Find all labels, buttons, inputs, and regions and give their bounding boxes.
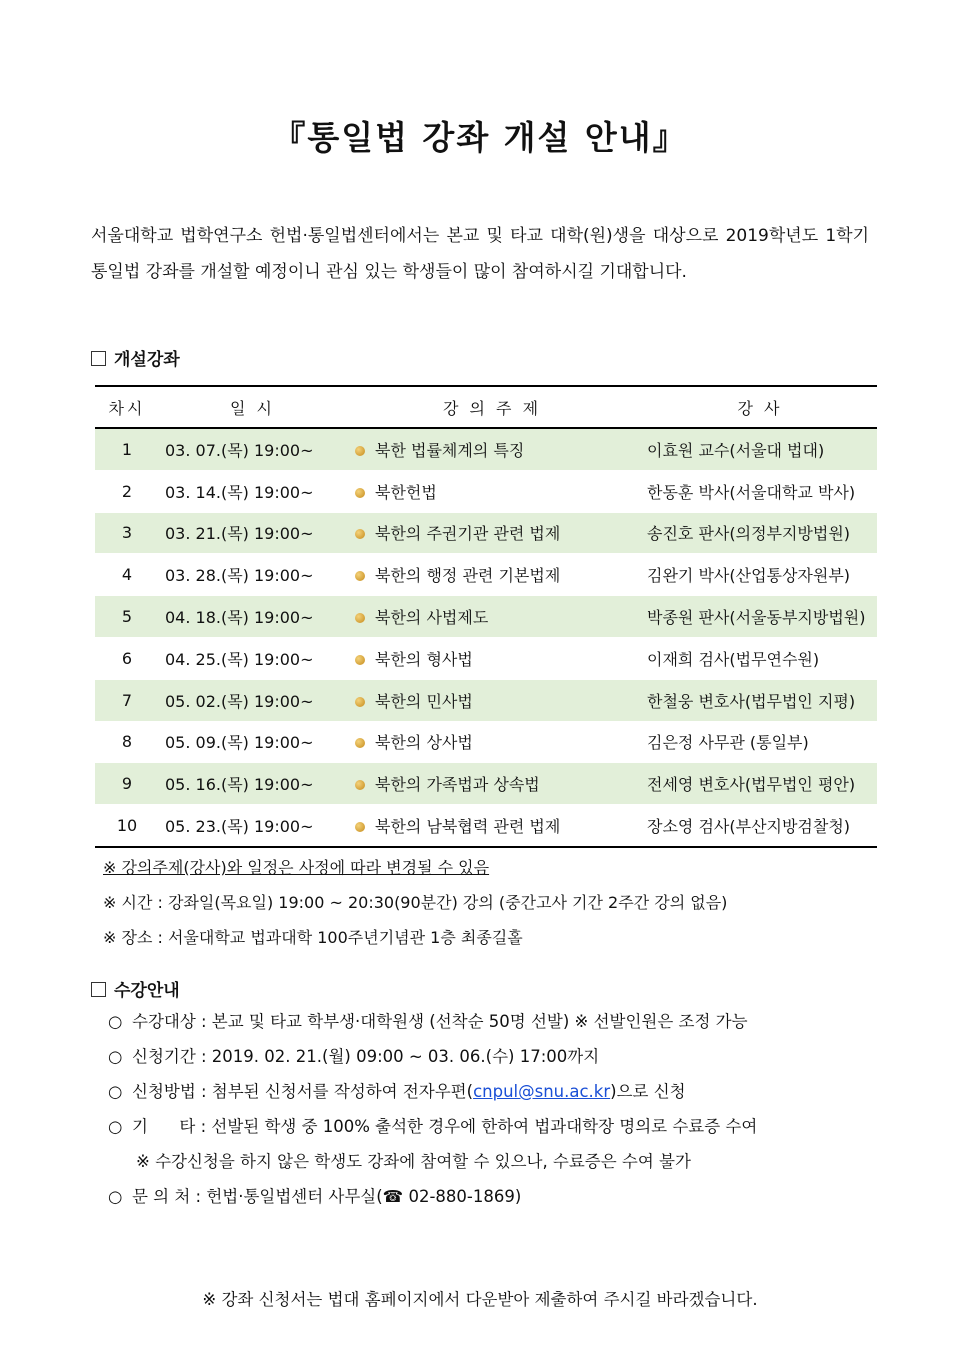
row-lecturer: 이재희 검사(법무연수원) [643,637,877,679]
row-date: 03. 07.(목) 19:00~ [159,428,341,470]
row-topic [341,428,643,470]
row-topic-text: 북한의 사법제도 [375,608,489,628]
table-row [95,596,877,638]
row-lecturer: 한철웅 변호사(법무법인 지평) [643,679,877,721]
bullet-icon [355,655,365,665]
row-no: 10 [95,805,159,847]
table-row [95,805,877,847]
courses-heading [91,345,180,370]
row-topic [341,763,643,805]
row-topic-text: 북한의 형사법 [375,649,473,669]
row-date: 05. 09.(목) 19:00~ [159,721,341,763]
row-topic [341,512,643,554]
guide-contact-text: 문 의 처 : 헌법·통일법센터 사무실(☎ 02-880-1869) [132,1187,522,1206]
table-row [95,721,877,763]
row-lecturer: 한동훈 박사(서울대학교 박사) [643,470,877,512]
row-no: 9 [95,763,159,805]
bullet-icon [355,780,365,790]
note-time: ※ 시간 : 강좌일(목요일) 19:00 ~ 20:30(90분간) 강의 (중간고사 기간 2주간 강의 없음) [103,893,728,912]
row-topic [341,596,643,638]
guide-list [108,1004,757,1214]
footer-note: ※ 강좌 신청서는 법대 홈페이지에서 다운받아 제출하여 주시길 바라겠습니다. [202,1290,758,1309]
note-place: ※ 장소 : 서울대학교 법과대학 100주년기념관 1층 최종길홀 [103,928,523,947]
bullet-icon [355,822,365,832]
row-date: 03. 28.(목) 19:00~ [159,554,341,596]
row-no: 7 [95,679,159,721]
row-lecturer: 송진호 판사(의정부지방법원) [643,512,877,554]
row-date: 03. 14.(목) 19:00~ [159,470,341,512]
guide-item-period [108,1039,757,1074]
page-title: 『통일법 강좌 개설 안내』 [272,118,688,157]
row-lecturer: 김은정 사무관 (통일부) [643,721,877,763]
guide-method-pre: 신청방법 : 첨부된 신청서를 작성하여 전자우편( [132,1082,474,1101]
table-row [95,679,877,721]
circle-bullet-icon: ○ [108,1117,123,1136]
table-row [95,554,877,596]
table-row [95,763,877,805]
row-lecturer: 김완기 박사(산업통상자원부) [643,554,877,596]
bullet-icon [355,571,365,581]
row-no: 6 [95,637,159,679]
email-link[interactable]: cnpul@snu.ac.kr [473,1082,611,1101]
bullet-icon [355,613,365,623]
col-header-no: 차시 [95,386,159,428]
intro-paragraph: 서울대학교 법학연구소 헌법·통일법센터에서는 본교 및 타교 대학(원)생을 대상으로 2019학년도 1학기 통일법 강좌를 개설할 예정이니 관심 있는 학생들이 많이 참여하시길 기대합니다. [91,226,869,282]
guide-item-target [108,1004,757,1039]
row-date: 05. 16.(목) 19:00~ [159,763,341,805]
row-lecturer: 전세영 변호사(법무법인 평안) [643,763,877,805]
row-date: 03. 21.(목) 19:00~ [159,512,341,554]
guide-period-text: 신청기간 : 2019. 02. 21.(월) 09:00 ~ 03. 06.(수) 17:00까지 [132,1047,600,1066]
row-lecturer: 장소영 검사(부산지방검찰청) [643,805,877,847]
circle-bullet-icon: ○ [108,1082,123,1101]
course-table [95,385,877,848]
row-topic [341,805,643,847]
row-topic [341,679,643,721]
guide-item-etc [108,1109,757,1144]
row-date: 04. 25.(목) 19:00~ [159,637,341,679]
notes-block [103,850,727,955]
circle-bullet-icon: ○ [108,1012,123,1031]
row-date: 04. 18.(목) 19:00~ [159,596,341,638]
table-row [95,512,877,554]
row-date: 05. 23.(목) 19:00~ [159,805,341,847]
row-topic-text: 북한의 남북협력 관련 법제 [375,817,561,837]
col-header-date: 일 시 [159,386,341,428]
row-topic [341,721,643,763]
row-topic [341,554,643,596]
guide-etc-sub: ※ 수강신청을 하지 않은 학생도 강좌에 참여할 수 있으나, 수료증은 수여 불가 [136,1152,691,1171]
checkbox-square-icon [91,982,106,997]
row-no: 8 [95,721,159,763]
guide-item-method [108,1074,757,1109]
row-topic-text: 북한의 행정 관련 기본법제 [375,566,561,586]
bullet-icon [355,697,365,707]
table-row [95,637,877,679]
row-topic [341,637,643,679]
guide-target-text: 수강대상 : 본교 및 타교 학부생·대학원생 (선착순 50명 선발) ※ 선발인원은 조정 가능 [132,1012,748,1031]
bullet-icon [355,738,365,748]
circle-bullet-icon: ○ [108,1047,123,1066]
row-topic [341,470,643,512]
row-topic-text: 북한의 주권기관 관련 법제 [375,524,561,544]
row-date: 05. 02.(목) 19:00~ [159,679,341,721]
courses-heading-label: 개설강좌 [114,350,180,370]
row-topic-text: 북한헌법 [375,482,437,502]
row-topic-text: 북한 법률체계의 특징 [375,440,525,460]
guide-etc-text: 기 타 : 선발된 학생 중 100% 출석한 경우에 한하여 법과대학장 명의로 수료증 수여 [132,1117,758,1136]
table-row [95,470,877,512]
guide-method-post: )으로 신청 [610,1082,686,1101]
bullet-icon [355,446,365,456]
row-no: 3 [95,512,159,554]
table-row [95,428,877,470]
checkbox-square-icon [91,351,106,366]
row-no: 2 [95,470,159,512]
guide-item-contact [108,1179,757,1214]
row-topic-text: 북한의 가족법과 상속법 [375,775,540,795]
guide-heading-label: 수강안내 [114,981,180,1001]
row-topic-text: 북한의 상사법 [375,733,473,753]
col-header-topic: 강 의 주 제 [341,386,643,428]
row-no: 1 [95,428,159,470]
guide-heading [91,976,180,1001]
note-change: ※ 강의주제(강사)와 일정은 사정에 따라 변경될 수 있음 [103,858,490,877]
row-lecturer: 이효원 교수(서울대 법대) [643,428,877,470]
circle-bullet-icon: ○ [108,1187,123,1206]
bullet-icon [355,529,365,539]
row-no: 4 [95,554,159,596]
row-topic-text: 북한의 민사법 [375,691,473,711]
bullet-icon [355,488,365,498]
row-lecturer: 박종원 판사(서울동부지방법원) [643,596,877,638]
row-no: 5 [95,596,159,638]
col-header-lecturer: 강 사 [643,386,877,428]
